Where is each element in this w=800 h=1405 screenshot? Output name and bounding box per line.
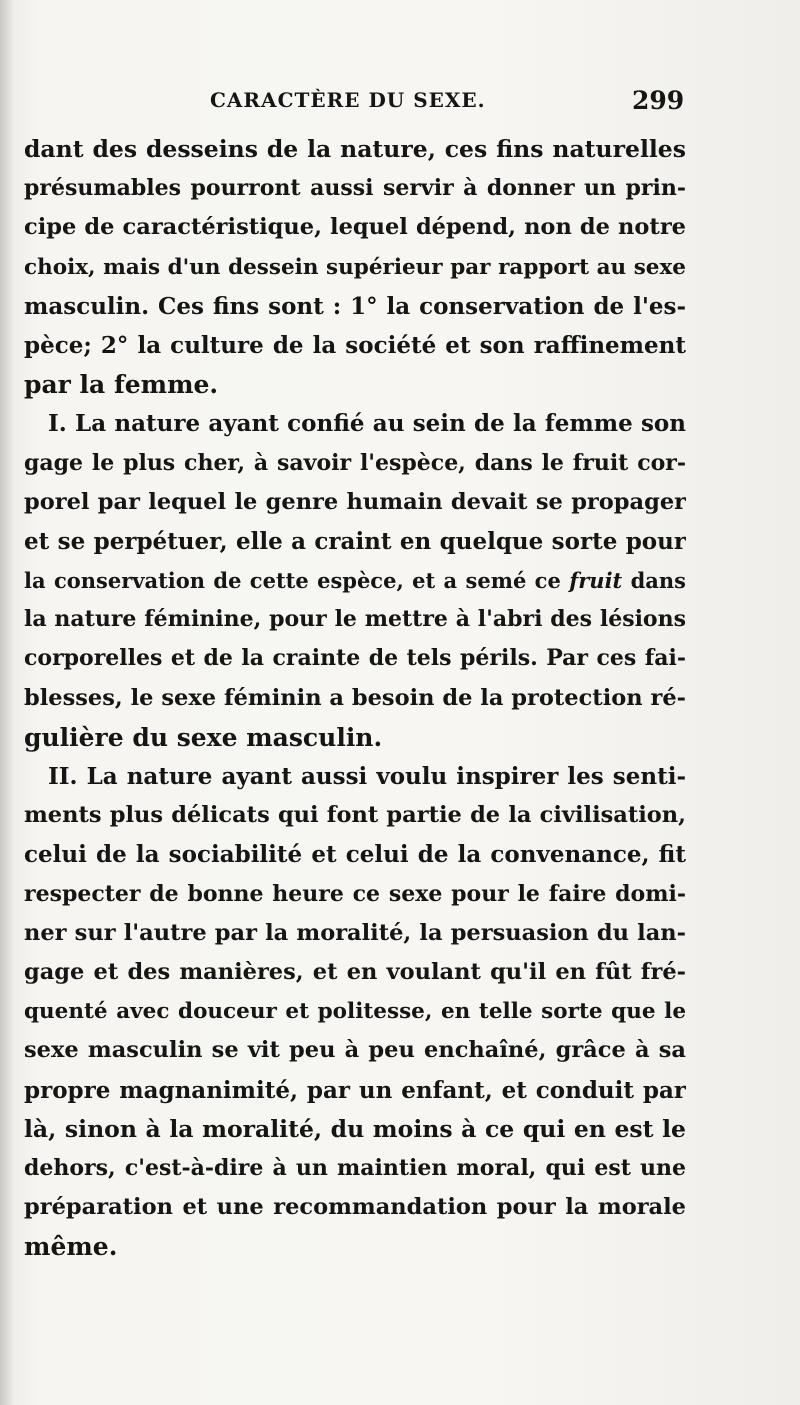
text-line-23: quenté avec douceur et politesse, en telle sorte que le — [24, 999, 686, 1025]
body-text — [24, 130, 686, 1266]
text-line-18: ments plus délicats qui font partie de la civilisation, — [24, 802, 686, 829]
text-line-12-start: la conservation de cette espèce, et a semé ce — [24, 568, 561, 594]
text-line-9: gage le plus cher, à savoir l'espèce, dans le fruit cor- — [24, 449, 686, 476]
text-line-13: la nature féminine, pour le mettre à l'abri des lésions — [24, 606, 686, 633]
text-line-29: même. — [24, 1232, 118, 1262]
text-line-16: gulière du sexe masculin. — [24, 722, 383, 752]
text-line-6: pèce; 2° la culture de la société et son raffinement — [24, 331, 686, 359]
text-line-8: I. La nature ayant confié au sein de la femme son — [48, 410, 686, 438]
text-line-19: celui de la sociabilité et celui de la convenance, fit — [24, 841, 686, 869]
page-edge-shadow — [0, 0, 14, 1405]
running-title: CARACTÈRE DU SEXE. — [210, 88, 486, 112]
text-line-10: porel par lequel le genre humain devait se propager — [24, 488, 686, 515]
text-line-20: respecter de bonne heure ce sexe pour le faire domi- — [24, 880, 686, 907]
text-line-4: choix, mais d'un dessein supérieur par rapport au sexe — [24, 254, 686, 280]
text-line-24: sexe masculin se vit peu à peu enchaîné, grâce à sa — [24, 1037, 686, 1064]
text-line-22: gage et des manières, et en voulant qu'il en fût fré- — [24, 958, 686, 985]
text-line-5: masculin. Ces fins sont : 1° la conservation de l'es- — [24, 292, 686, 320]
text-line-1: dant des desseins de la nature, ces fins naturelles — [24, 135, 686, 163]
text-line-12 — [24, 561, 686, 600]
italic-word-fruit: fruit — [569, 568, 623, 594]
text-line-27: dehors, c'est-à-dire à un maintien moral, qui est une — [24, 1154, 686, 1181]
text-line-28: préparation et une recommandation pour la morale — [24, 1194, 686, 1221]
text-line-2: présumables pourront aussi servir à donner un prin- — [24, 175, 686, 202]
text-line-25: propre magnanimité, par un enfant, et conduit par — [24, 1076, 686, 1104]
page-number: 299 — [632, 86, 685, 115]
text-line-21: ner sur l'autre par la moralité, la persuasion du lan- — [24, 919, 686, 946]
text-line-26: là, sinon à la moralité, du moins à ce qui en est le — [24, 1114, 686, 1143]
text-line-7: par la femme. — [24, 370, 219, 400]
page-header — [0, 86, 800, 116]
text-line-15: blesses, le sexe féminin a besoin de la protection ré- — [24, 684, 686, 711]
text-line-17: II. La nature ayant aussi voulu inspirer les senti- — [48, 763, 686, 790]
text-line-3: cipe de caractéristique, lequel dépend, non de notre — [24, 214, 686, 241]
text-line-11: et se perpétuer, elle a craint en quelque sorte pour — [24, 527, 686, 555]
text-line-14: corporelles et de la crainte de tels périls. Par ces fai- — [24, 645, 686, 672]
text-line-12-end: dans — [630, 568, 686, 594]
